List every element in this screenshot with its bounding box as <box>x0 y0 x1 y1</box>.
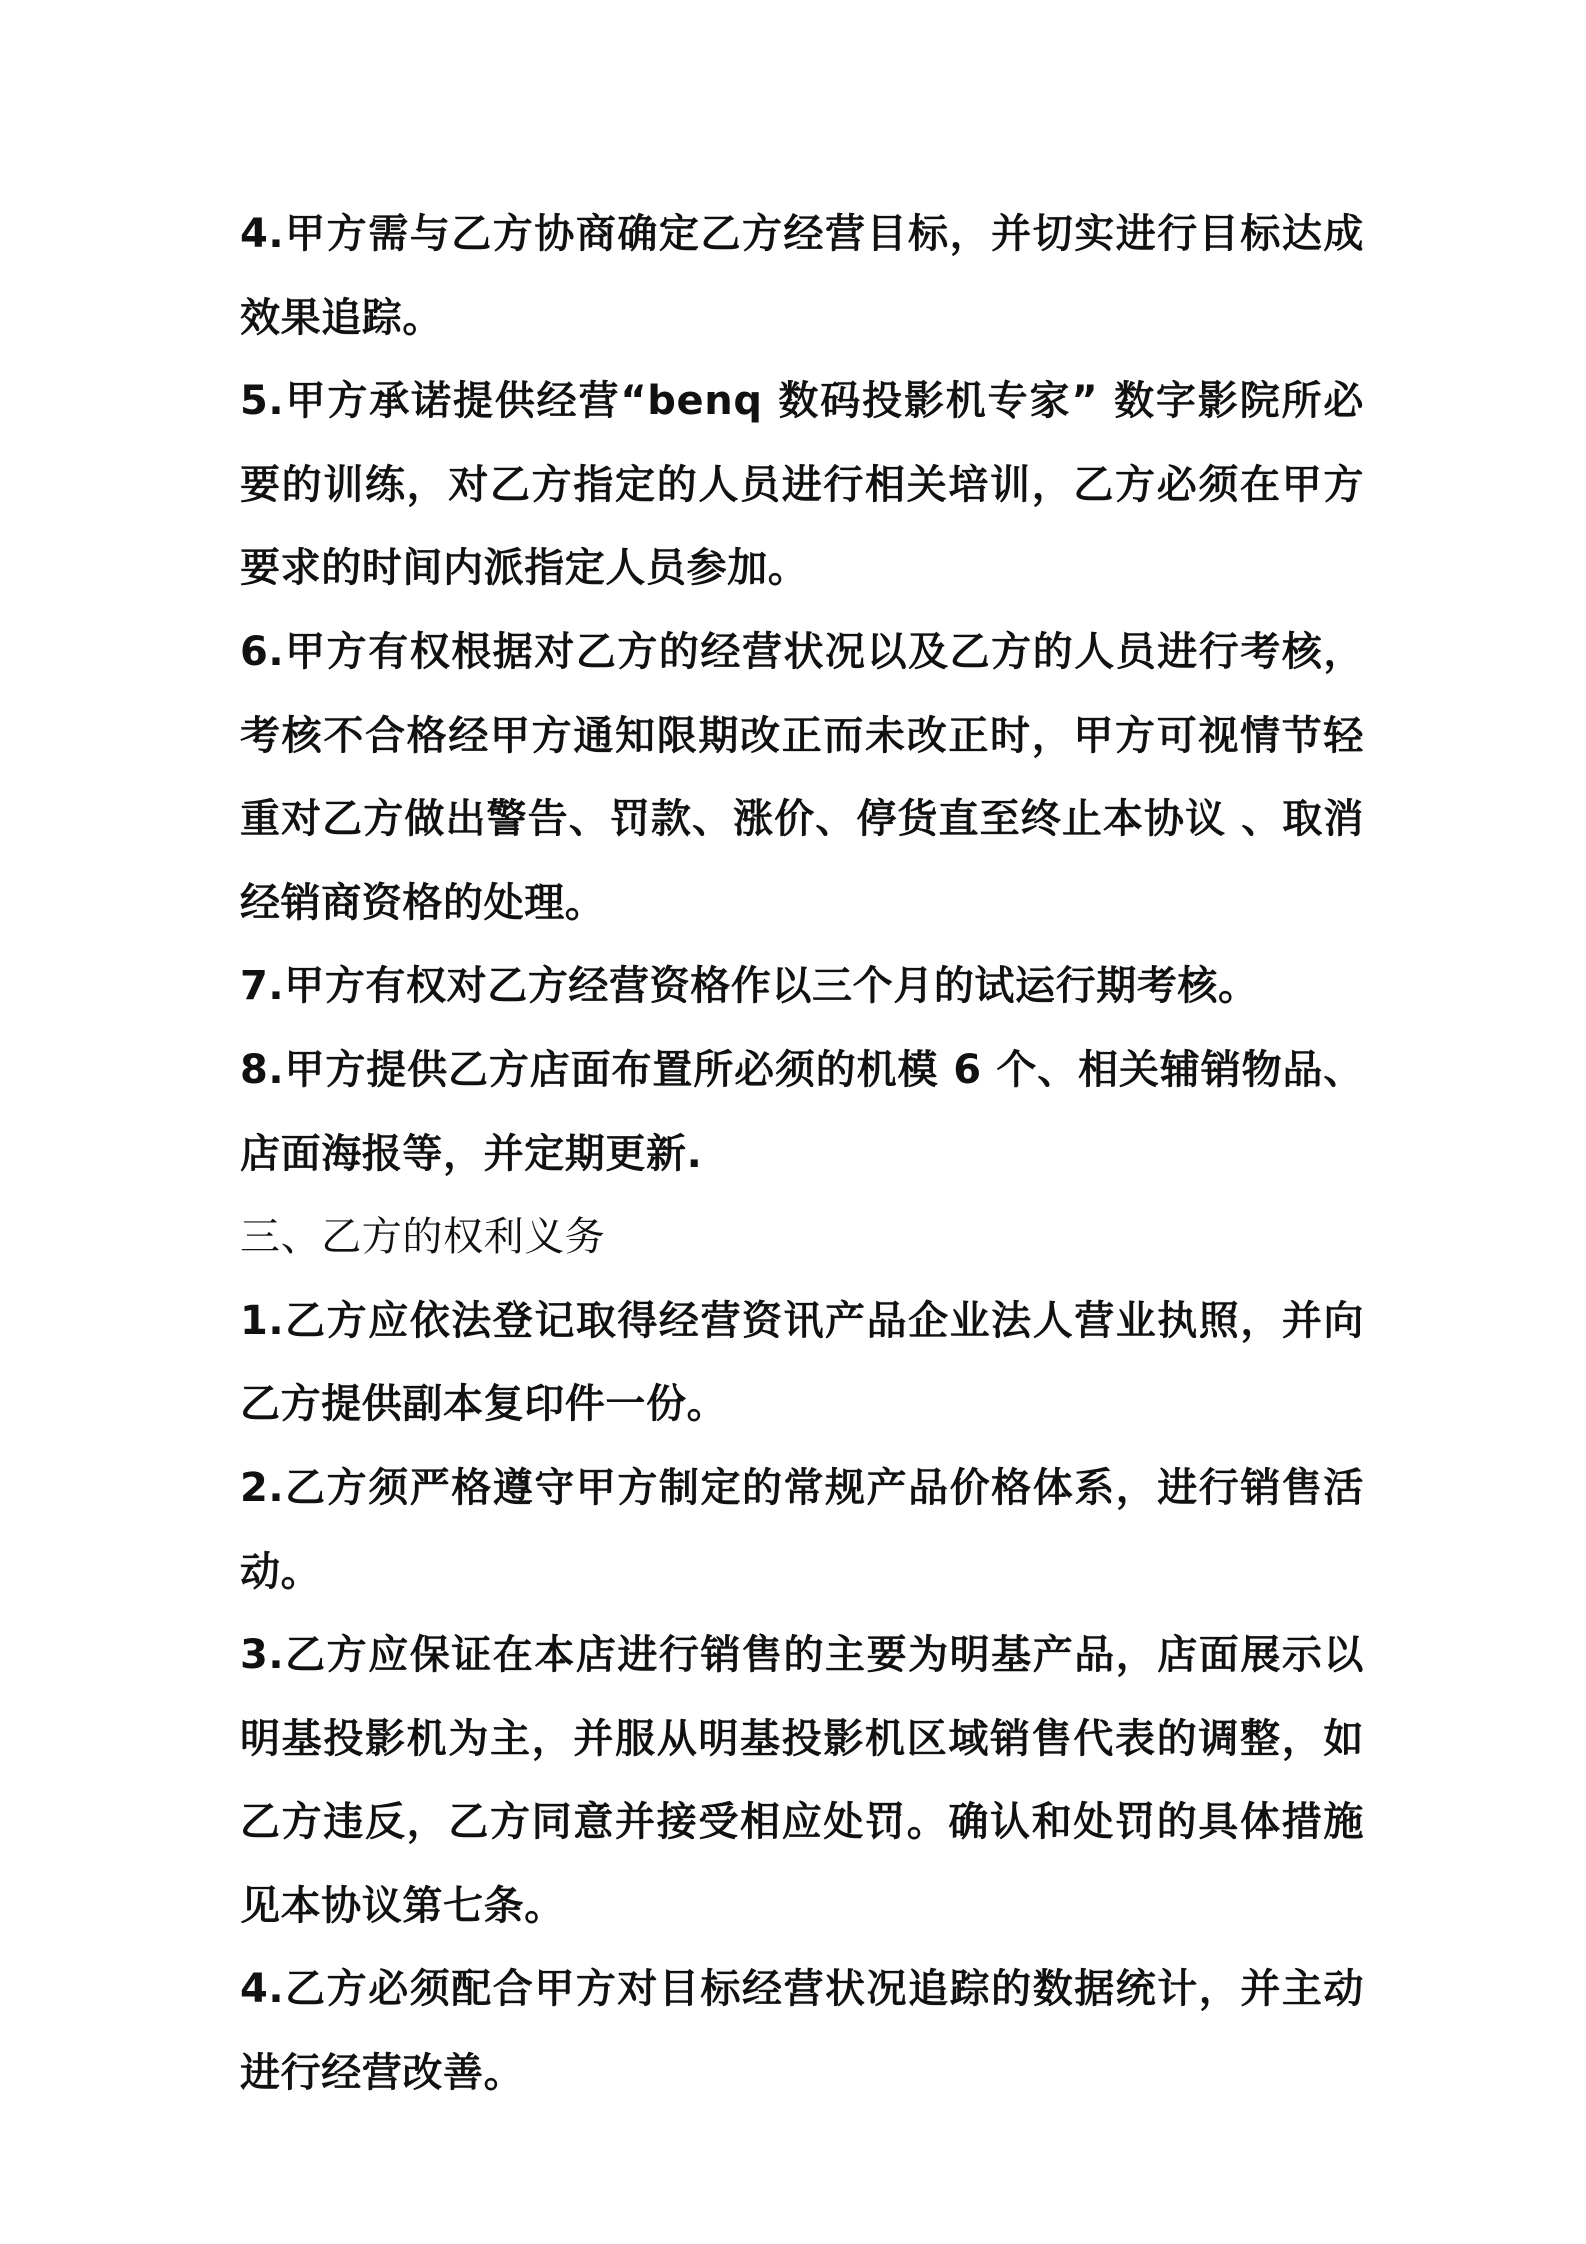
clause-party-a-5: 5.甲方承诺提供经营“benq 数码投影机专家” 数字影院所必要的训练，对乙方指定的人员进行相关培训，乙方必须在甲方要求的时间内派指定人员参加。 <box>240 378 1364 592</box>
section-heading-party-b: 三、乙方的权利义务 <box>240 1214 606 1261</box>
clause-party-b-3: 3.乙方应保证在本店进行销售的主要为明基产品，店面展示以明基投影机为主，并服从明基投影机区域销售代表的调整，如乙方违反，乙方同意并接受相应处罚。确认和处罚的具体措施见本协议第七条。 <box>240 1632 1364 1929</box>
clause-party-b-1: 1.乙方应依法登记取得经营资讯产品企业法人营业执照，并向乙方提供副本复印件一份。 <box>240 1297 1364 1428</box>
clause-party-a-4: 4.甲方需与乙方协商确定乙方经营目标，并切实进行目标达成效果追踪。 <box>240 211 1364 341</box>
clause-party-a-6: 6.甲方有权根据对乙方的经营状况以及乙方的人员进行考核，考核不合格经甲方通知限期改正而未改正时，甲方可视情节轻重对乙方做出警告、罚款、涨价、停货直至终止本协议 、取消经销商资格的处理。 <box>240 628 1364 926</box>
clause-party-b-4: 4.乙方必须配合甲方对目标经营状况追踪的数据统计，并主动进行经营改善。 <box>240 1966 1364 2097</box>
clause-party-a-7: 7.甲方有权对乙方经营资格作以三个月的试运行期考核。 <box>240 963 1259 1010</box>
document-body <box>240 193 1364 2116</box>
clause-party-a-8: 8.甲方提供乙方店面布置所必须的机模 6 个、相关辅销物品、店面海报等，并定期更新. <box>240 1046 1364 1177</box>
clause-party-b-2: 2.乙方须严格遵守甲方制定的常规产品价格体系，进行销售活动。 <box>240 1464 1364 1595</box>
